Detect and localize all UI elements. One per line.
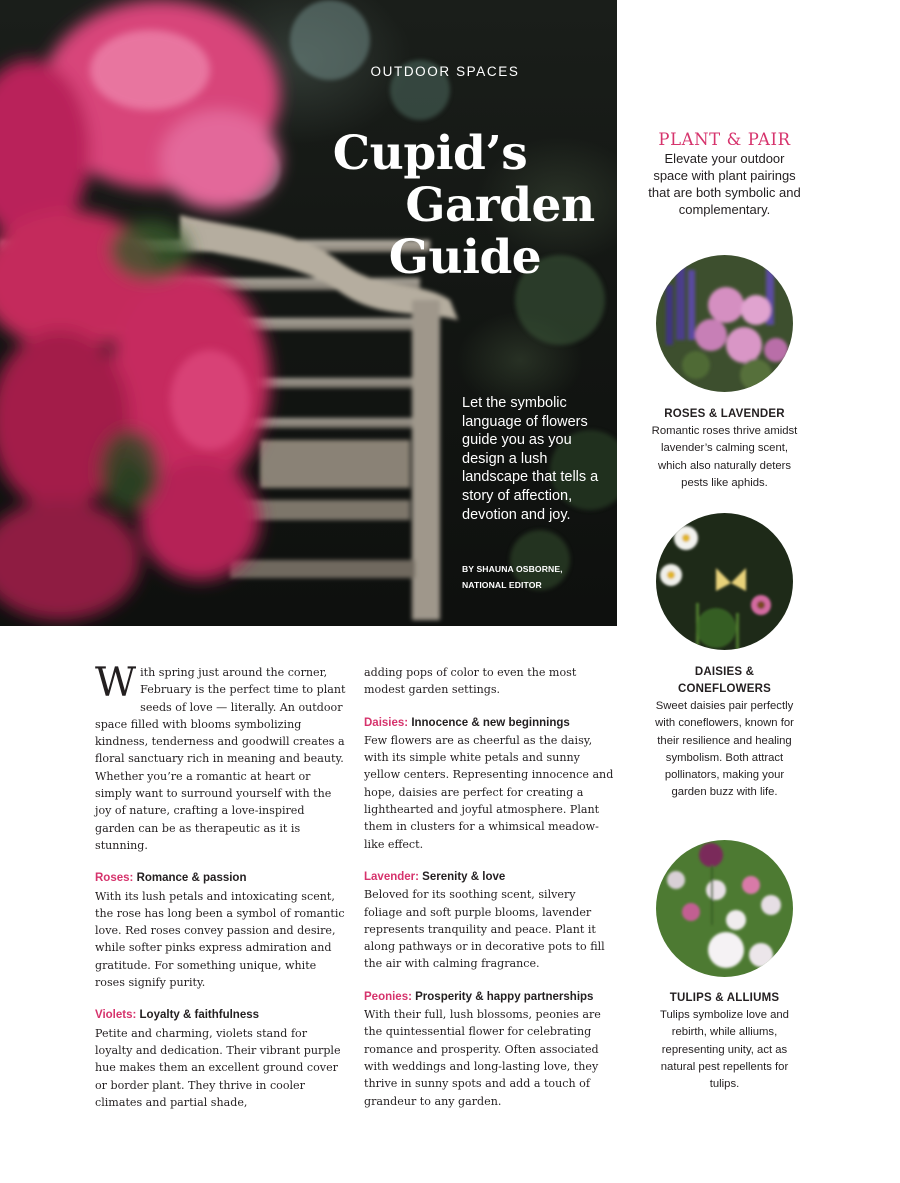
pair-daisies-coneflowers: [647, 664, 802, 802]
section-heading: [95, 1007, 347, 1024]
section-body: With their full, lush blossoms, peonies are the quintessential flower for celebrating romance and prosperity. Often associated with weddings and long-lasting love, they thrive in sunny spots and add a touch of grandeur to any garden.: [364, 1008, 601, 1108]
section-heading-text: Loyalty & faithfulness: [139, 1009, 260, 1022]
byline-author: BY SHAUNA OSBORNE,: [462, 564, 563, 574]
section-heading: [364, 715, 616, 732]
section-heading-text: Romance & passion: [136, 872, 247, 885]
section-keyword: Violets:: [95, 1009, 137, 1022]
section-lavender: [364, 869, 616, 973]
article-column-1: [95, 660, 347, 1127]
section-heading: [364, 989, 616, 1006]
pair-tulips-alliums: [647, 990, 802, 1093]
pair-text: Sweet daisies pair perfectly with coneflowers, known for their resilience and healing symbolism. Both attract pollinators, making your garden buzz with life.: [655, 700, 794, 799]
title-line-2: Garden: [405, 178, 595, 233]
pair-text: Tulips symbolize love and rebirth, while alliums, representing unity, act as natural pest repellents for tulips.: [660, 1009, 789, 1091]
drop-cap: W: [95, 660, 137, 706]
section-keyword: Peonies:: [364, 990, 412, 1003]
byline: [462, 562, 602, 593]
sidebar-heading: PLANT & PAIR: [658, 130, 791, 149]
section-heading: [364, 869, 616, 886]
section-keyword: Roses:: [95, 872, 134, 885]
section-heading-text: Serenity & love: [422, 870, 506, 883]
section-body: Few flowers are as cheerful as the daisy, with its simple white petals and sunny yellow centers. Representing innocence and hope, daisies are perfect for creating a lighthearted and joyful atmosphere. Plant them in clusters for a whimsical meadow-like effect.: [364, 733, 614, 851]
pair-text: Romantic roses thrive amidst lavender’s calming scent, which also naturally deters pests like aphids.: [651, 425, 798, 489]
section-roses: [95, 870, 347, 991]
page-title: [315, 128, 615, 284]
section-body: Beloved for its soothing scent, silvery foliage and soft purple blooms, lavender represents tranquility and peace. Plant it along pathways or in decorative pots to fill the air with calming fragrance.: [364, 888, 605, 971]
section-peonies: [364, 989, 616, 1110]
section-kicker: OUTDOOR SPACES: [370, 64, 520, 79]
violets-continuation: adding pops of color to even the most modest garden settings.: [364, 666, 577, 697]
pair-title: TULIPS & ALLIUMS: [669, 992, 780, 1004]
title-line-1: Cupid’s: [332, 126, 528, 181]
article-column-2: [364, 664, 616, 1126]
pair-title: ROSES & LAVENDER: [664, 408, 785, 420]
byline-role: NATIONAL EDITOR: [462, 579, 542, 590]
hero-image: [0, 0, 617, 626]
roses-lavender-photo: [656, 255, 793, 392]
section-heading-text: Prosperity & happy partnerships: [415, 990, 594, 1003]
intro-paragraph: [95, 660, 347, 854]
pair-roses-lavender: [647, 406, 802, 492]
section-violets: [95, 1007, 347, 1111]
garden-bench-photo: [0, 0, 617, 626]
section-keyword: Daisies:: [364, 716, 409, 729]
pair-title: DAISIES & CONEFLOWERS: [678, 666, 771, 695]
section-keyword: Lavender:: [364, 870, 419, 883]
intro-text: ith spring just around the corner, February is the perfect time to plant seeds of love — literally. An outdoor space filled with blooms symbolizing kindness, tenderness and goodwill creates a floral sanctuary rich in meaning and beauty. Whether you’re a romantic at heart or simply want to surround yourself with the joy of nature, crafting a love-inspired garden can be as therapeutic as it is stunning.: [95, 666, 346, 852]
section-daisies: [364, 715, 616, 853]
section-heading: [95, 870, 347, 887]
section-heading-text: Innocence & new beginnings: [411, 716, 570, 729]
tulips-alliums-photo: [656, 840, 793, 977]
dek-text: Let the symbolic language of flowers guide you as you design a lush landscape that tells a story of affection, devotion and joy.: [462, 395, 599, 523]
plant-pair-sidebar: [647, 130, 802, 218]
section-body: With its lush petals and intoxicating scent, the rose has long been a symbol of romantic love. Red roses convey passion and desire, while softer pinks express admiration and gratitude. For something unique, white roses signify purity.: [95, 889, 345, 990]
daisies-coneflowers-photo: [656, 513, 793, 650]
title-line-3: Guide: [388, 230, 542, 285]
sidebar-intro: Elevate your outdoor space with plant pairings that are both symbolic and complementary.: [648, 151, 801, 217]
section-body: Petite and charming, violets stand for loyalty and dedication. Their vibrant purple hue makes them an excellent ground cover or border plant. They thrive in cooler climates and partial shade,: [95, 1026, 341, 1109]
